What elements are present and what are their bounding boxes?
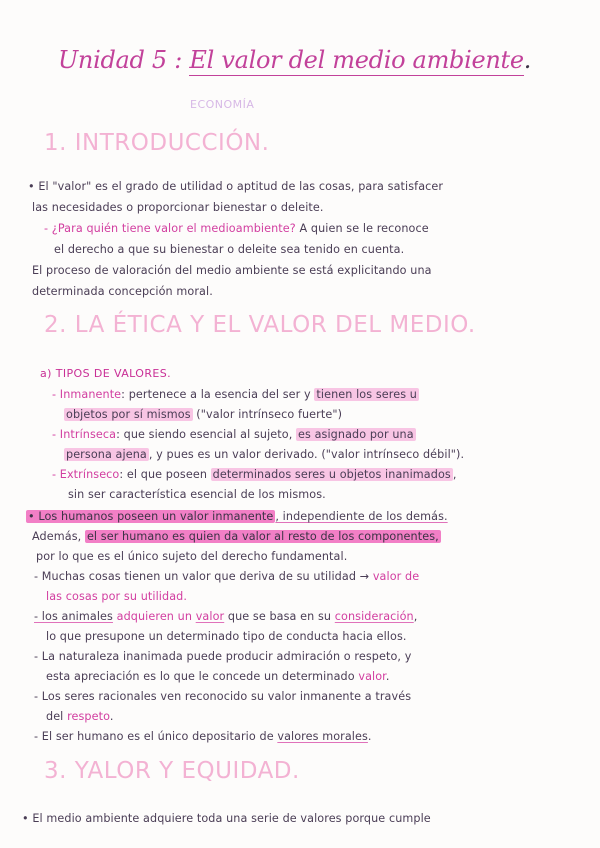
apreciacion-end: . [385,670,390,683]
humanos-line-9 [46,670,390,683]
tipo-extrinseco-comma: , [452,468,457,481]
tipo-inmanente-highlight-2: objetos por sí mismos [66,408,191,421]
title-separator: : [174,46,183,74]
tipo-inmanente-text: : pertenece a la esencia del ser y [121,388,315,401]
apreciacion-valor: valor [358,670,386,683]
tipo-inmanente-text-2: ("valor intrínseco fuerte") [192,408,343,421]
intro-line-3 [44,222,429,235]
intro-line-5: El proceso de valoración del medio ambiente se está explicitando una [32,264,432,277]
respeto-text: del [46,710,68,723]
animales-text-2: que se basa en su [224,610,335,623]
section-heading-equidad: 3. YALOR Y EQUIDAD. [44,758,300,784]
tipo-intrinseca-highlight: es asignado por una [298,428,414,441]
utilidad-valor: valor de [372,570,420,583]
intro-line-1: • El "valor" es el grado de utilidad o aptitud de las cosas, para satisfacer [28,180,444,193]
humanos-highlight-2: el ser humano es quien da valor al resto de los componentes, [86,530,439,543]
title-topic: El valor del medio ambiente [189,46,524,74]
intro-line-4: el derecho a que su bienestar o deleite sea tenido en cuenta. [54,243,405,256]
humanos-line-4 [34,570,419,583]
humanos-line-5: las cosas por su utilidad. [46,590,188,603]
intro-line-2: las necesidades o proporcionar bienestar o deleite. [32,201,324,214]
tipos-heading: a) TIPOS DE VALORES. [40,367,171,380]
valores-morales: valores morales [277,730,368,743]
humanos-line-7: lo que presupone un determinado tipo de conducta hacia ellos. [46,630,407,643]
respeto-end: . [109,710,114,723]
respeto-word: respeto [67,710,110,723]
humanos-line-3: por lo que es el único sujeto del derecho fundamental. [36,550,348,563]
tipo-intrinseca-line-2 [64,448,464,461]
humanos-line-2 [32,530,441,543]
title-end: . [523,46,532,74]
intro-answer: A quien se le reconoce [295,222,429,235]
animales-label: - los animales [34,610,113,623]
tipo-inmanente-line-1 [52,388,419,401]
animales-comma: , [413,610,418,623]
page-title [58,46,531,74]
humanos-ademas: Además, [32,530,85,543]
equidad-line-1: • El medio ambiente adquiere toda una serie de valores porque cumple [22,812,431,825]
humanos-line-12 [34,730,372,743]
humanos-highlight: • Los humanos poseen un valor inmanente [28,510,274,523]
depositario-end: . [367,730,372,743]
tipo-extrinseco-highlight: determinados seres u objetos inanimados [212,468,451,481]
intro-question: - ¿Para quién tiene valor el medioambiente? [44,222,296,235]
tipo-intrinseca-text: : que siendo esencial al sujeto, [116,428,297,441]
tipo-extrinseco-line-2: sin ser característica esencial de los mismos. [68,488,326,501]
intro-line-6: determinada concepción moral. [32,285,213,298]
tipo-extrinseco-text: : el que poseen [119,468,211,481]
humanos-independiente: , independiente de los demás. [275,510,448,523]
subject-label: ECONOMÍA [190,98,255,111]
tipo-intrinseca-text-2: , y pues es un valor derivado. ("valor intrínseco débil"). [148,448,465,461]
animales-text-1: adquieren un [112,610,196,623]
depositario-text: - El ser humano es el único depositario de [34,730,278,743]
section-heading-etica: 2. LA ÉTICA Y EL VALOR DEL MEDIO. [44,312,476,338]
tipo-extrinseco-label: - Extrínseco [52,468,120,481]
tipo-intrinseca-label: - Intrínseca [52,428,117,441]
humanos-line-8: - La naturaleza inanimada puede producir admiración o respeto, y [34,650,412,663]
humanos-line-6 [34,610,417,623]
title-main: Unidad 5 [58,46,167,74]
section-heading-introduccion: 1. INTRODUCCIÓN. [44,130,270,156]
animales-valor: valor [195,610,225,623]
tipo-extrinseco-line-1 [52,468,456,481]
tipo-inmanente-label: - Inmanente [52,388,122,401]
tipo-inmanente-highlight: tienen los seres u [316,388,417,401]
humanos-line-10: - Los seres racionales ven reconocido su valor inmanente a través [34,690,412,703]
apreciacion-text: esta apreciación es lo que le concede un determinado [46,670,359,683]
tipo-inmanente-line-2 [64,408,342,421]
tipo-intrinseca-highlight-2: persona ajena [66,448,147,461]
utilidad-text: - Muchas cosas tienen un valor que deriva de su utilidad → [34,570,373,583]
animales-consideracion: consideración [334,610,414,623]
humanos-line-1 [26,510,448,523]
tipo-intrinseca-line-1 [52,428,416,441]
humanos-line-11 [46,710,114,723]
